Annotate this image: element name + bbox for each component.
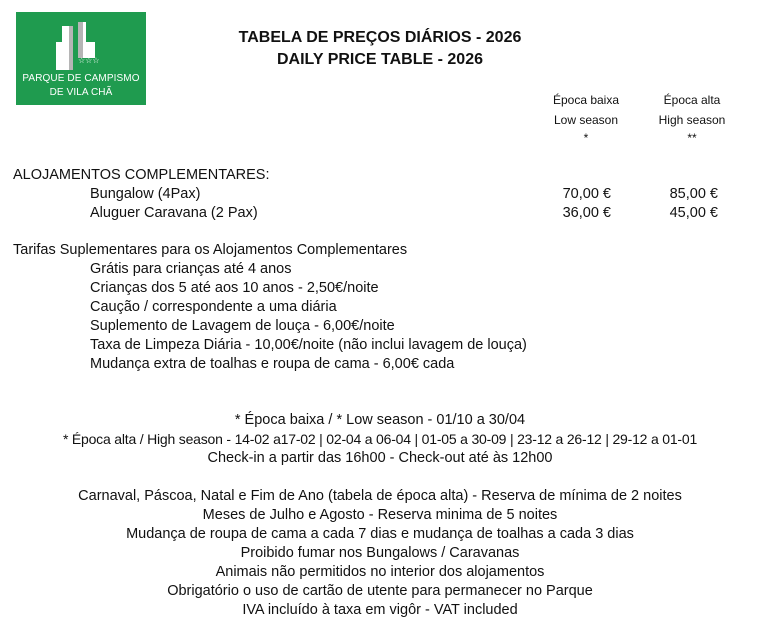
rule-line: Meses de Julho e Agosto - Reserva minima de 5 noites: [202, 507, 558, 523]
col-high-mark: **: [687, 131, 697, 145]
rule-line: Proibido fumar nos Bungalows / Caravanas: [240, 545, 520, 561]
supplement-item: Mudança extra de toalhas e roupa de cama - 6,00€ cada: [90, 356, 455, 372]
col-low-pt: Época baixa: [552, 93, 620, 107]
row-name: Aluguer Caravana (2 Pax): [90, 205, 258, 221]
row-high-price: 45,00 €: [669, 205, 718, 221]
supplement-item: Caução / correspondente a uma diária: [90, 299, 337, 315]
col-high-en: High season: [658, 113, 726, 127]
col-high-pt: Época alta: [663, 93, 721, 107]
logo-stars: ☆☆☆: [78, 56, 100, 65]
accommodations-heading: ALOJAMENTOS COMPLEMENTARES:: [13, 167, 270, 183]
supplement-item: Suplemento de Lavagem de louça - 6,00€/noite: [90, 318, 395, 334]
rule-line: Animais não permitidos no interior dos alojamentos: [215, 564, 545, 580]
supplement-item: Taxa de Limpeza Diária - 10,00€/noite (não inclui lavagem de louça): [90, 337, 527, 353]
rule-line: Carnaval, Páscoa, Natal e Fim de Ano (tabela de época alta) - Reserva de mínima de 2 noites: [78, 488, 682, 504]
rule-line: Obrigatório o uso de cartão de utente para permanecer no Parque: [167, 583, 593, 599]
logo-line-2: DE VILA CHÃ: [49, 87, 113, 98]
rule-line: Mudança de roupa de cama a cada 7 dias e mudança de toalhas a cada 3 dias: [126, 526, 634, 542]
supplements-heading: Tarifas Suplementares para os Alojamentos Complementares: [13, 242, 408, 258]
rule-line: IVA incluído à taxa em vigôr - VAT included: [242, 602, 518, 618]
row-low-price: 36,00 €: [562, 205, 611, 221]
supplement-item: Grátis para crianças até 4 anos: [90, 261, 292, 277]
park-logo: [16, 12, 146, 105]
page-title-pt: TABELA DE PREÇOS DIÁRIOS - 2026: [238, 29, 522, 46]
supplement-item: Crianças dos 5 até aos 10 anos - 2,50€/noite: [90, 280, 379, 296]
col-low-en: Low season: [553, 113, 619, 127]
logo-line-1: PARQUE DE CAMPISMO: [22, 73, 140, 84]
page-title-en: DAILY PRICE TABLE - 2026: [277, 51, 483, 68]
row-name: Bungalow (4Pax): [90, 186, 201, 202]
row-low-price: 70,00 €: [562, 186, 611, 202]
check-in-out-times: Check-in a partir das 16h00 - Check-out até às 12h00: [207, 450, 553, 466]
col-low-mark: *: [583, 131, 589, 145]
row-high-price: 85,00 €: [669, 186, 718, 202]
low-season-dates: * Época baixa / * Low season - 01/10 a 30/04: [234, 412, 526, 428]
high-season-dates: * Época alta / High season - 14-02 a17-02 | 02-04 a 06-04 | 01-05 a 30-09 | 23-12 a 26-12 | 29-12 a 01-01: [62, 431, 698, 447]
